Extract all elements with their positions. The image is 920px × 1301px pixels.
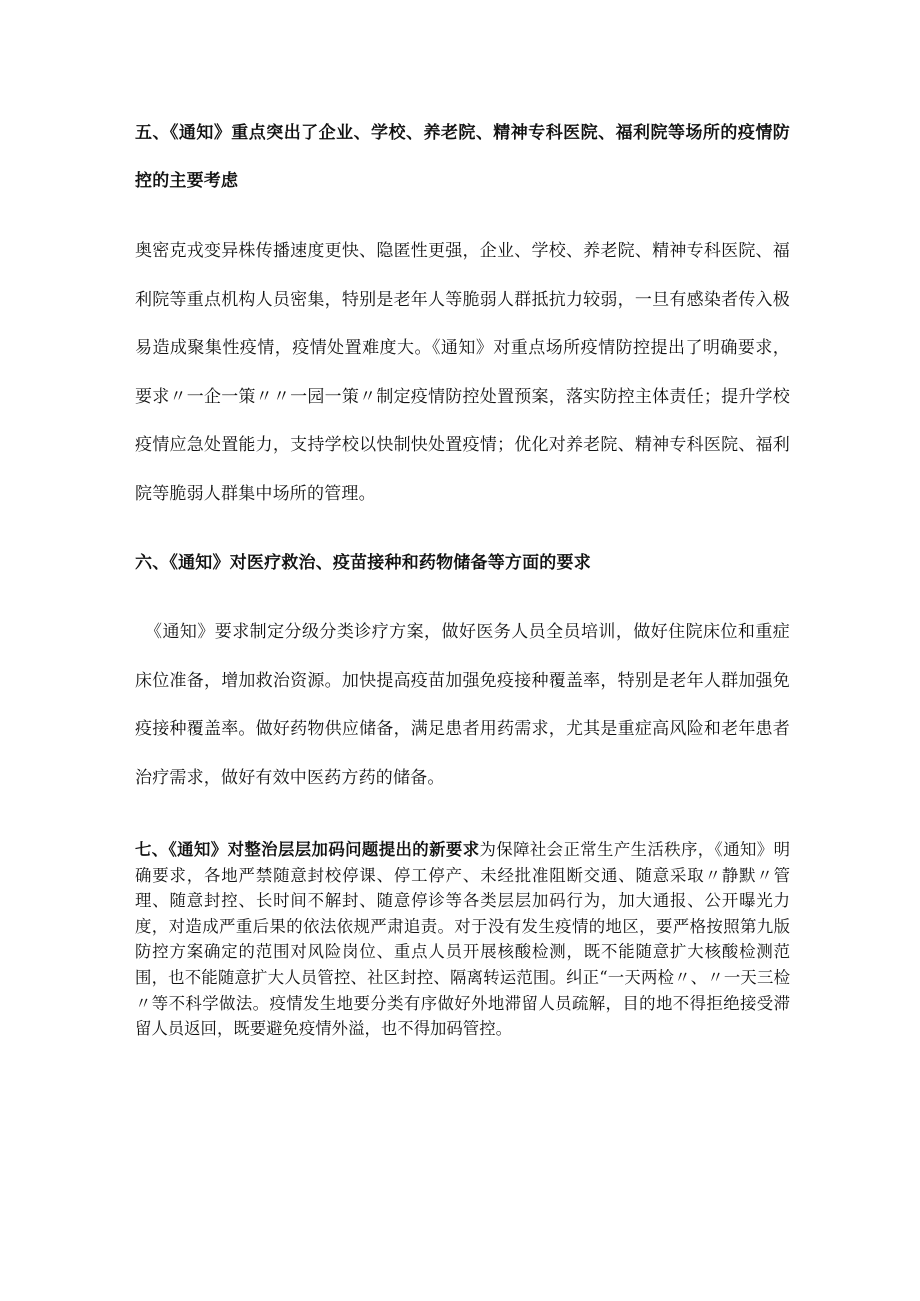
section-5-heading: 五、《通知》重点突出了企业、学校、养老院、精神专科医院、福利院等场所的疫情防控的主要考虑 xyxy=(135,123,790,191)
section-7-paragraph xyxy=(135,837,790,1042)
section-7-heading: 七、《通知》对整治层层加码问题提出的新要求 xyxy=(135,840,480,859)
section-5-body: 奥密克戎变异株传播速度更快、隐匿性更强，企业、学校、养老院、精神专科医院、福利院等重点机构人员密集，特别是老年人等脆弱人群抵抗力较弱，一旦有感染者传入极易造成聚集性疫情，疫情处置难度大。《通知》对重点场所疫情防控提出了明确要求，要求〃一企一策〃〃一园一策〃制定疫情防控处置预案，落实防控主体责任；提升学校疫情应急处置能力，支持学校以快制快处置疫情；优化对养老院、精神专科医院、福利院等脆弱人群集中场所的管理。 xyxy=(135,241,790,504)
section-7-body: 为保障社会正常生产生活秩序，《通知》明确要求，各地严禁随意封校停课、停工停产、未经批准阻断交通、随意采取〃静默〃管理、随意封控、长时间不解封、随意停诊等各类层层加码行为，加大通报、公开曝光力度，对造成严重后果的依法依规严肃追责。对于没有发生疫情的地区，要严格按照第九版防控方案确定的范围对风险岗位、重点人员开展核酸检测，既不能随意扩大核酸检测范围，也不能随意扩大人员管控、社区封控、隔离转运范围。纠正“一天两检〃、〃一天三检〃等不科学做法。疫情发生地要分类有序做好外地滞留人员疏解，目的地不得拒绝接受滞留人员返回，既要避免疫情外溢，也不得加码管控。 xyxy=(135,840,790,1039)
section-6-heading: 六、《通知》对医疗救治、疫苗接种和药物储备等方面的要求 xyxy=(135,553,591,573)
section-6-body: 《通知》要求制定分级分类诊疗方案，做好医务人员全员培训，做好住院床位和重症床位准备，增加救治资源。加快提高疫苗加强免疫接种覆盖率，特别是老年人群加强免疫接种覆盖率。做好药物供应储备，满足患者用药需求，尤其是重症高风险和老年患者治疗需求，做好有效中医药方药的储备。 xyxy=(135,622,790,788)
